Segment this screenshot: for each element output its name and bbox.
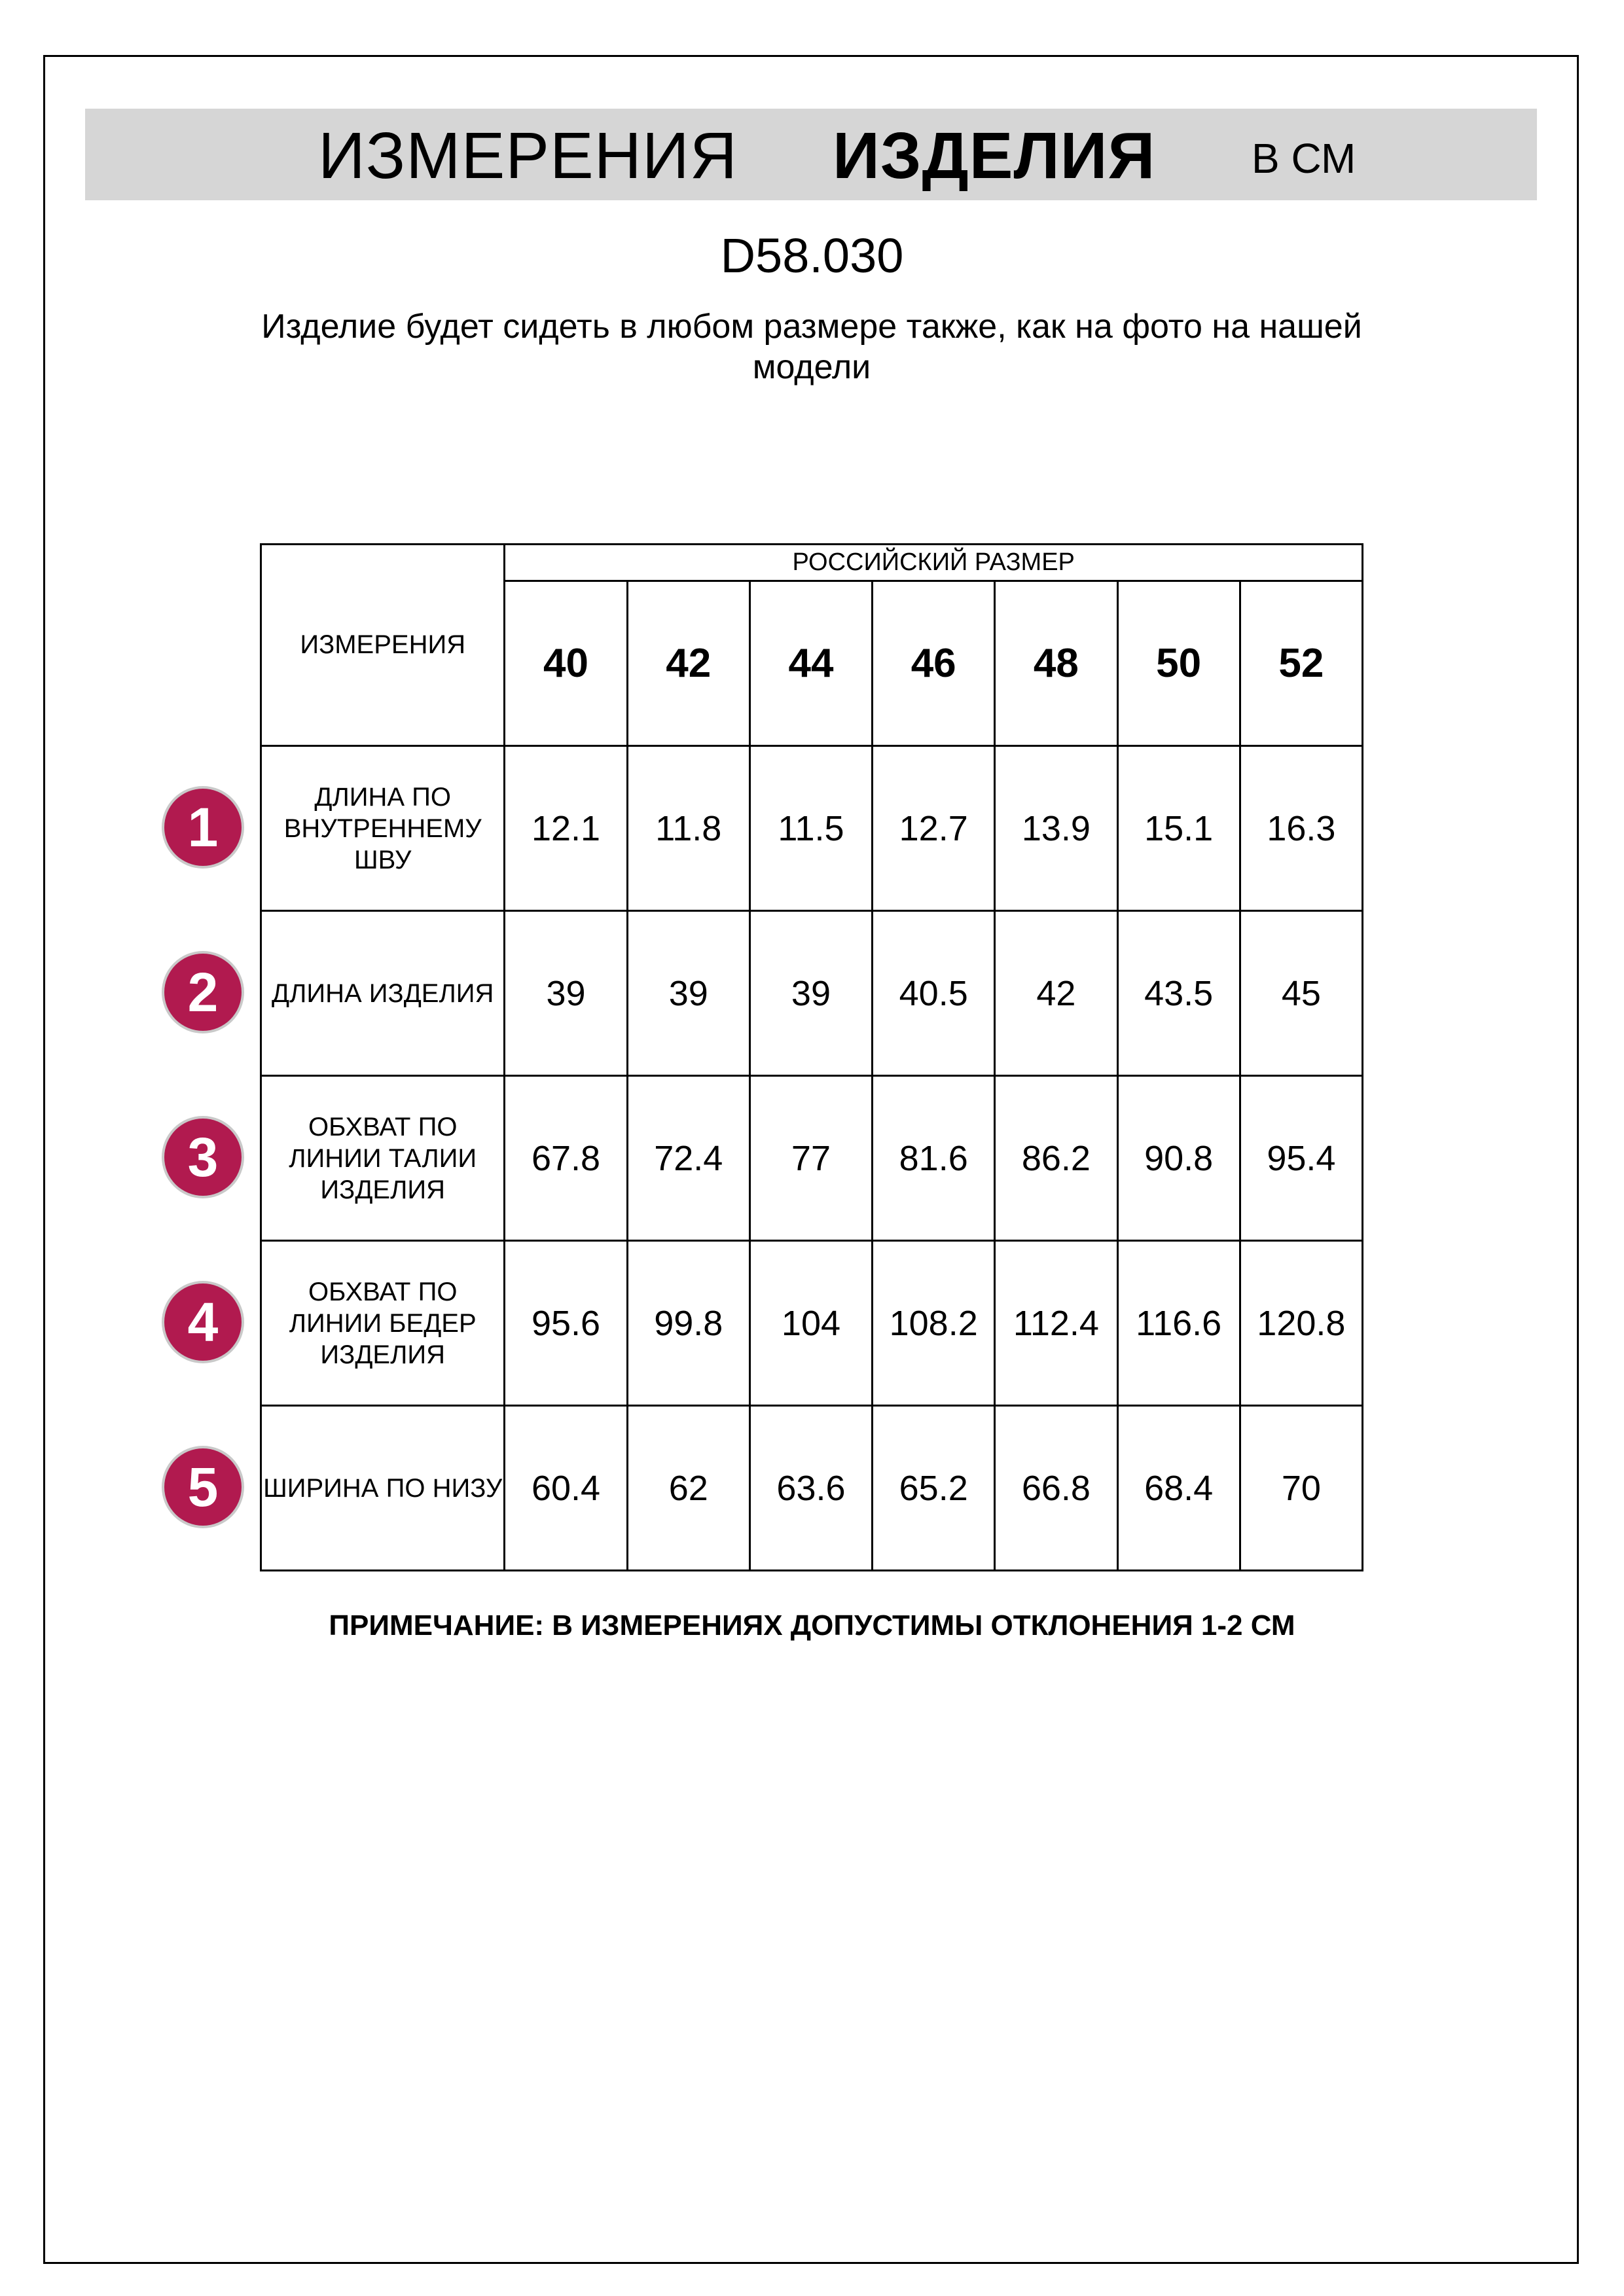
measurement-value: 65.2 (873, 1406, 995, 1571)
measurement-value: 86.2 (995, 1076, 1117, 1241)
size-table (260, 543, 1363, 1571)
table-row (261, 1241, 1363, 1406)
measurement-value: 90.8 (1117, 1076, 1240, 1241)
measurement-label: ШИРИНА ПО НИЗУ (261, 1406, 505, 1571)
size-header-44: 44 (749, 581, 872, 746)
measurement-value: 40.5 (873, 911, 995, 1076)
size-header-42: 42 (627, 581, 749, 746)
size-header-40: 40 (505, 581, 627, 746)
measurement-value: 60.4 (505, 1406, 627, 1571)
measurement-value: 108.2 (873, 1241, 995, 1406)
measurement-value: 11.8 (627, 746, 749, 911)
table-row (261, 911, 1363, 1076)
measurement-value: 39 (627, 911, 749, 1076)
table-row (261, 1076, 1363, 1241)
measurement-value: 63.6 (749, 1406, 872, 1571)
measurement-value: 72.4 (627, 1076, 749, 1241)
measurement-value: 70 (1240, 1406, 1362, 1571)
measurement-value: 120.8 (1240, 1241, 1362, 1406)
measurement-label: ОБХВАТ ПО ЛИНИИ ТАЛИИ ИЗДЕЛИЯ (261, 1076, 505, 1241)
measurement-value: 95.6 (505, 1241, 627, 1406)
table-row (261, 1406, 1363, 1571)
measurement-value: 39 (749, 911, 872, 1076)
measurement-value: 99.8 (627, 1241, 749, 1406)
fit-description: Изделие будет сидеть в любом размере также, как на фото на нашей модели (261, 308, 1362, 386)
measurement-value: 13.9 (995, 746, 1117, 911)
measurement-value: 12.7 (873, 746, 995, 911)
measurement-value: 42 (995, 911, 1117, 1076)
measurement-value: 66.8 (995, 1406, 1117, 1571)
row-number-marker: 1 (164, 789, 242, 866)
measurement-label: ДЛИНА ПО ВНУТРЕННЕМУ ШВУ (261, 746, 505, 911)
measurement-value: 95.4 (1240, 1076, 1362, 1241)
title-measurements: ИЗМЕРЕНИЯ (318, 119, 738, 192)
measurement-value: 43.5 (1117, 911, 1240, 1076)
size-header-48: 48 (995, 581, 1117, 746)
measurement-value: 77 (749, 1076, 872, 1241)
measurement-label: ДЛИНА ИЗДЕЛИЯ (261, 911, 505, 1076)
row-number-marker: 2 (164, 954, 242, 1031)
measurement-value: 104 (749, 1241, 872, 1406)
row-number-marker: 3 (164, 1119, 242, 1196)
measurement-value: 11.5 (749, 746, 872, 911)
tolerance-note: ПРИМЕЧАНИЕ: В ИЗМЕРЕНИЯХ ДОПУСТИМЫ ОТКЛОНЕНИЯ 1-2 СМ (329, 1609, 1295, 1641)
measurement-value: 68.4 (1117, 1406, 1240, 1571)
measurement-value: 16.3 (1240, 746, 1362, 911)
measurement-value: 12.1 (505, 746, 627, 911)
measurement-value: 112.4 (995, 1241, 1117, 1406)
measurement-value: 39 (505, 911, 627, 1076)
measurement-label: ОБХВАТ ПО ЛИНИИ БЕДЕР ИЗДЕЛИЯ (261, 1241, 505, 1406)
measurement-value: 15.1 (1117, 746, 1240, 911)
row-number-marker: 5 (164, 1448, 242, 1526)
title-unit: В СМ (1252, 135, 1356, 182)
measurement-value: 67.8 (505, 1076, 627, 1241)
measurement-value: 116.6 (1117, 1241, 1240, 1406)
product-code: D58.030 (720, 228, 904, 283)
title-item: ИЗДЕЛИЯ (833, 119, 1156, 192)
size-group-header: РОССИЙСКИЙ РАЗМЕР (505, 545, 1363, 581)
measurements-header: ИЗМЕРЕНИЯ (261, 545, 505, 746)
row-number-marker: 4 (164, 1283, 242, 1361)
size-header-52: 52 (1240, 581, 1362, 746)
measurement-value: 81.6 (873, 1076, 995, 1241)
measurement-value: 45 (1240, 911, 1362, 1076)
measurement-value: 62 (627, 1406, 749, 1571)
size-header-46: 46 (873, 581, 995, 746)
table-row (261, 746, 1363, 911)
size-header-50: 50 (1117, 581, 1240, 746)
